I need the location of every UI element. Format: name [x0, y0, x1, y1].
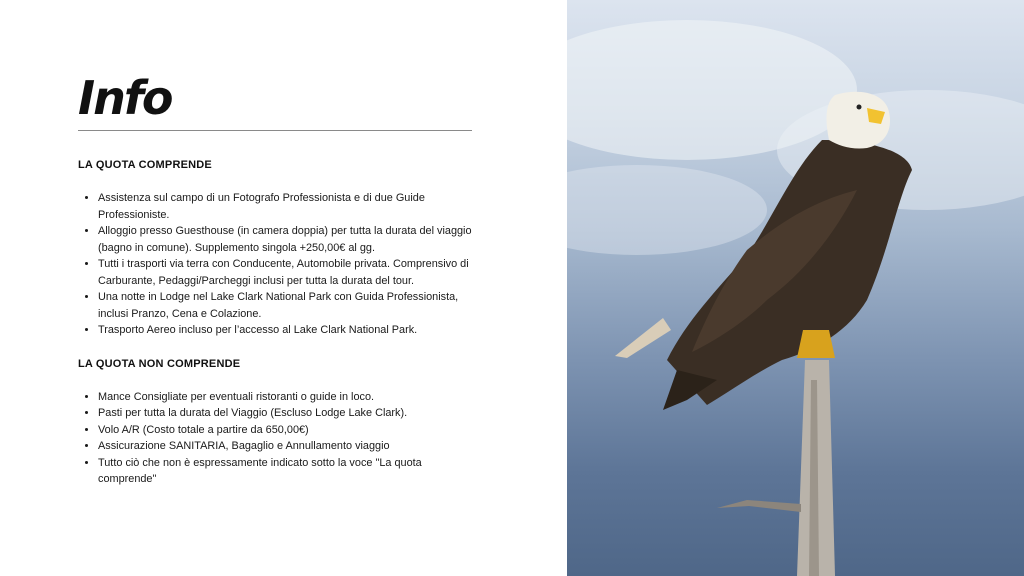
eagle-eye-icon	[857, 105, 862, 110]
list-item: • Tutto ciò che non è espressamente indicato sotto la voce "La quota comprende"	[98, 455, 478, 488]
list-item: • Pasti per tutta la durata del Viaggio (Escluso Lodge Lake Clark).	[98, 405, 478, 422]
eagle-illustration	[567, 0, 1024, 576]
excluded-heading: LA QUOTA NON COMPRENDE	[78, 357, 241, 370]
list-item: • Volo A/R (Costo totale a partire da 650,00€)	[98, 422, 478, 439]
list-item: • Alloggio presso Guesthouse (in camera doppia) per tutta la durata del viaggio (bagno in comune). Supplemento singola +250,00€ al gg.	[98, 223, 478, 256]
eagle-tail-icon	[615, 318, 671, 358]
list-item: • Assistenza sul campo di un Fotografo Professionista e di due Guide Professioniste.	[98, 190, 478, 223]
title-divider	[78, 130, 472, 131]
post-branch	[717, 500, 801, 512]
list-item: • Una notte in Lodge nel Lake Clark National Park con Guida Professionista, inclusi Pranzo, Cena e Colazione.	[98, 289, 478, 322]
excluded-list	[78, 389, 478, 488]
list-item: • Tutti i trasporti via terra con Conducente, Automobile privata. Comprensivo di Carburante, Pedaggi/Parcheggi inclusi per tutta la durata del tour.	[98, 256, 478, 289]
info-content	[78, 157, 478, 488]
included-heading: LA QUOTA COMPRENDE	[78, 159, 212, 171]
list-item: • Trasporto Aereo incluso per l’accesso al Lake Clark National Park.	[98, 322, 478, 339]
list-item: • Mance Consigliate per eventuali ristoranti o guide in loco.	[98, 389, 478, 406]
eagle-talons-icon	[797, 330, 835, 358]
list-item: • Assicurazione SANITARIA, Bagaglio e Annullamento viaggio	[98, 438, 478, 455]
eagle-photo	[567, 0, 1024, 576]
included-list	[78, 190, 478, 339]
cloud	[567, 165, 767, 255]
page-title: Info	[78, 71, 172, 125]
